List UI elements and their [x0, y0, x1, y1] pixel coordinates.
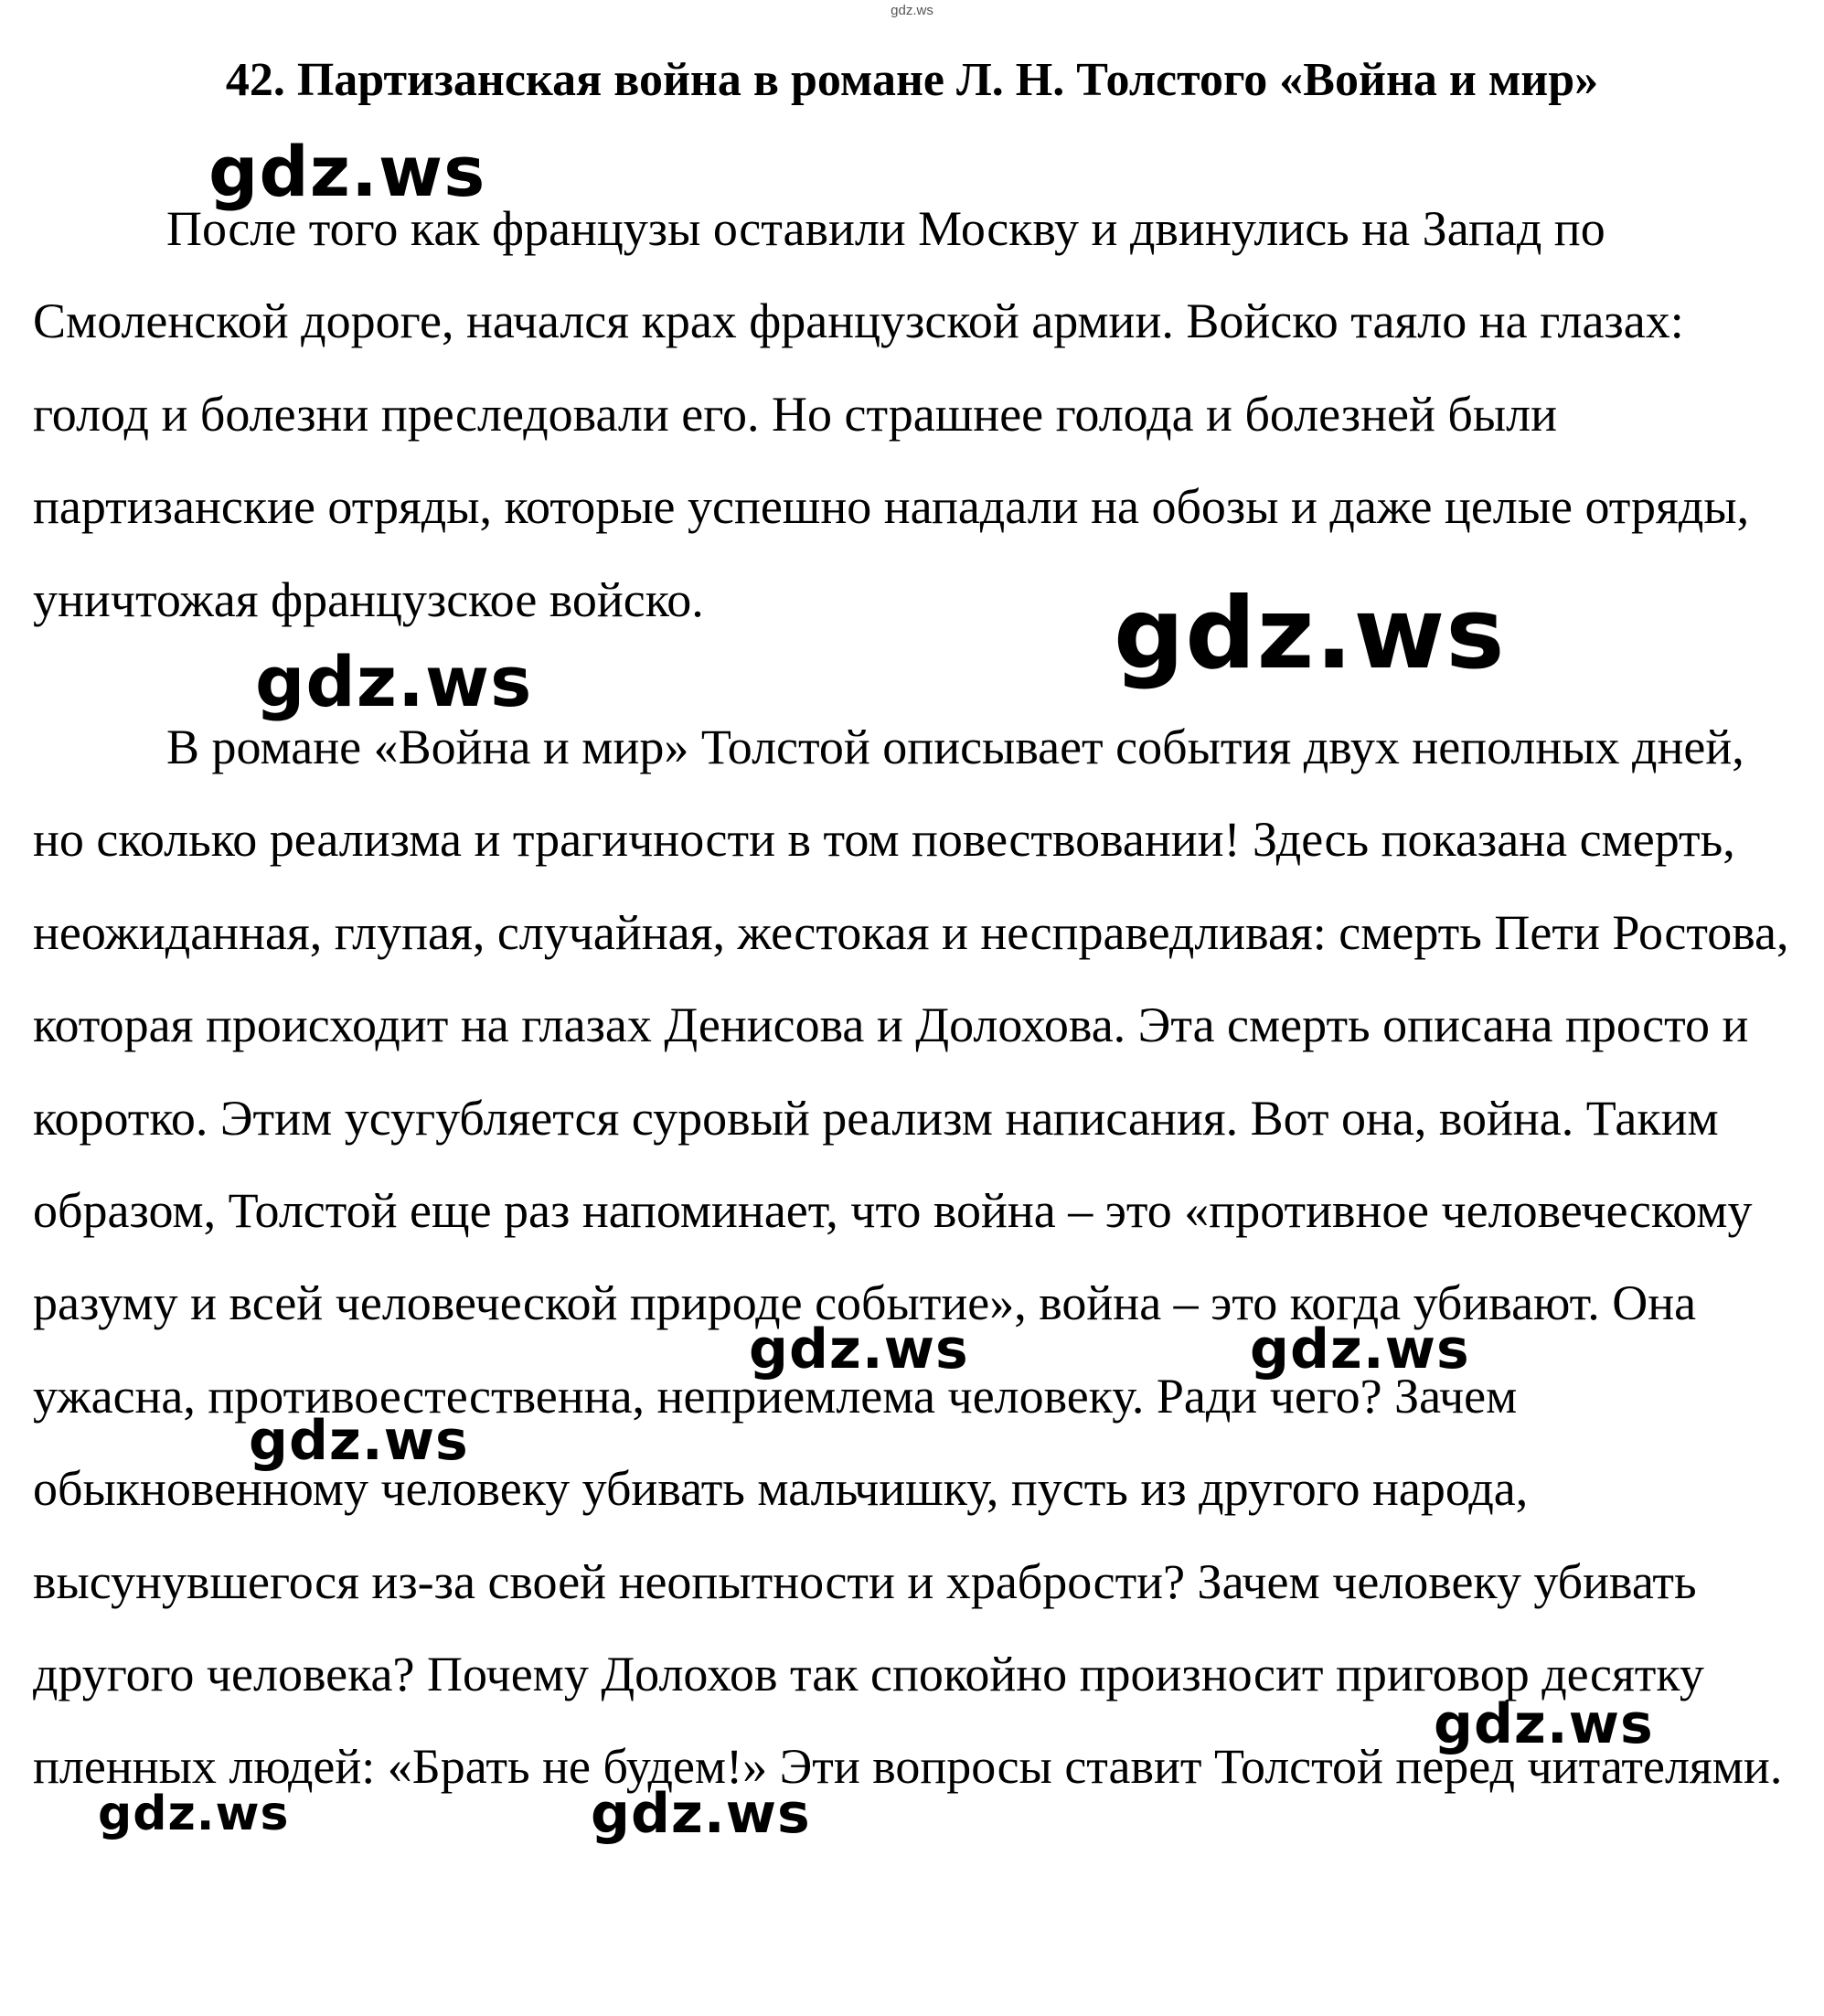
site-mark: gdz.ws	[891, 3, 933, 18]
watermark: gdz.ws	[208, 131, 486, 212]
watermark: gdz.ws	[1250, 1317, 1470, 1381]
watermark: gdz.ws	[98, 1787, 290, 1841]
watermark: gdz.ws	[749, 1317, 969, 1381]
watermark: gdz.ws	[591, 1782, 811, 1846]
watermark: gdz.ws	[255, 641, 533, 722]
page-title: 42. Партизанская война в романе Л. Н. Толстого «Война и мир»	[225, 54, 1599, 106]
paragraph-1: После того как французы оставили Москву и двинулись на Запад по Смоленской дороге, начался крах французской армии. Войско таяло на глазах: голод и болезни преследовали его. Но страшнее голода и болезней были партизанские отряды, которые успешно нападали на обозы и даже целые отряды, уничтожая французское войско.	[33, 201, 1750, 627]
watermark: gdz.ws	[1114, 577, 1506, 691]
watermark: gdz.ws	[1434, 1692, 1654, 1756]
watermark: gdz.ws	[249, 1409, 469, 1473]
paragraph-2: В романе «Война и мир» Толстой описывает события двух неполных дней, но сколько реализма и трагичности в том повествовании! Здесь показана смерть, неожиданная, глупая, случайная, жестокая и несправедливая: смерть Пети Ростова, которая происходит на глазах Денисова и Долохова. Эта смерть описана просто и коротко. Этим усугубляется суровый реализм написания. Вот она, война. Таким образом, Толстой еще раз напоминает, что война – это «противное человеческому разуму и всей человеческой природе событие», война – это когда убивают. Она ужасна, противоестественна, неприемлема человеку. Ради чего? Зачем обыкновенному человеку убивать мальчишку, пусть из другого народа, высунувшегося из-за своей неопытности и храбрости? Зачем человеку убивать другого человека? Почему Долохов так спокойно произносит приговор десятку пленных людей: «Брать не будем!» Эти вопросы ставит Толстой перед читателями.	[33, 720, 1789, 1795]
